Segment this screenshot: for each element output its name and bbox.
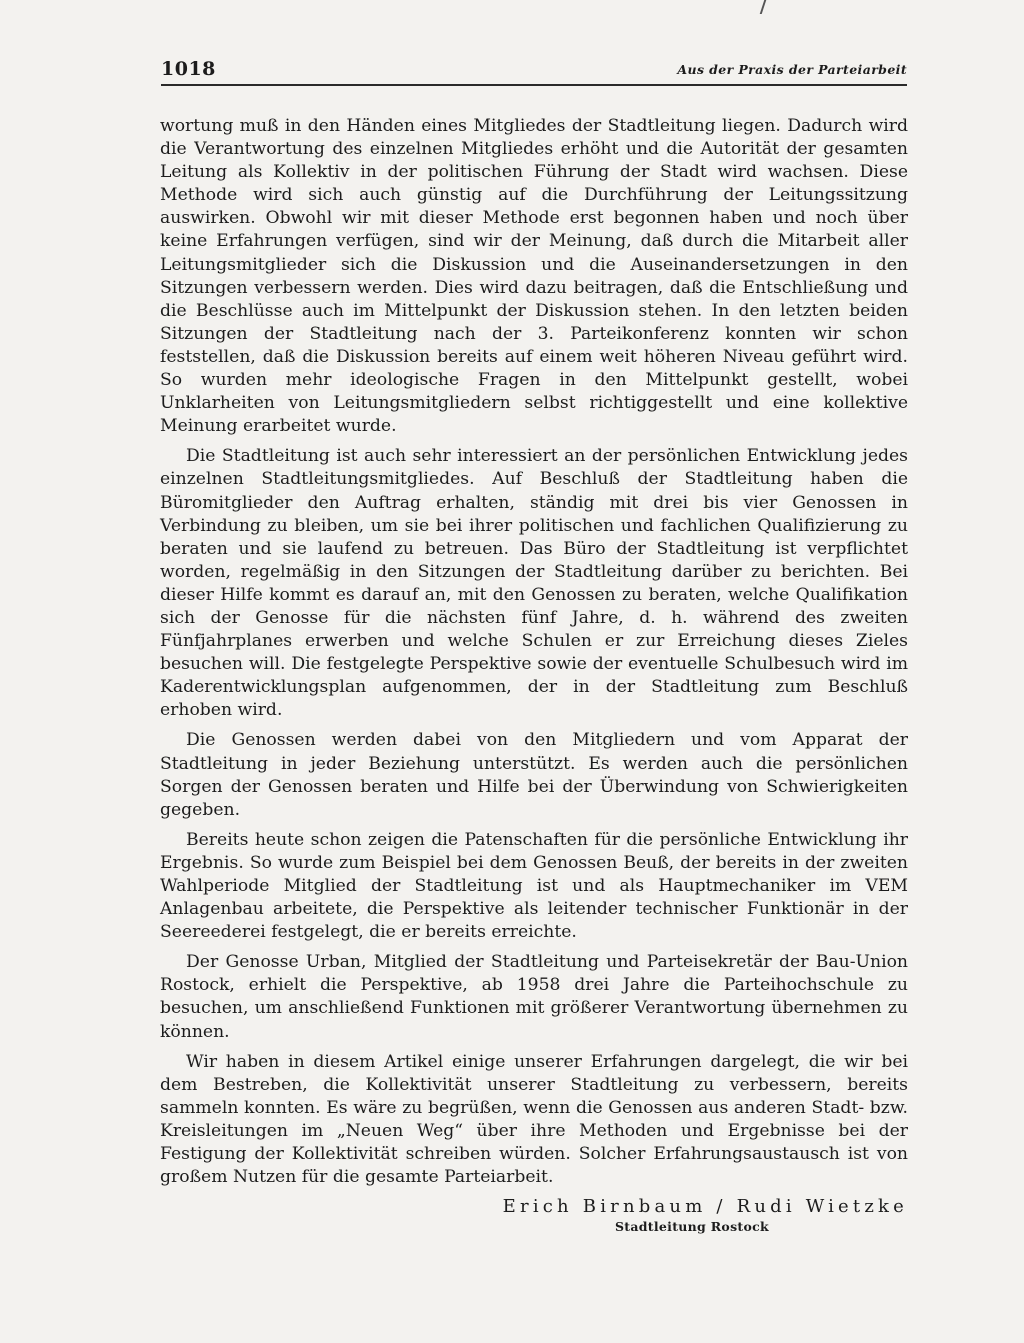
paragraph-5: Der Genosse Urban, Mitglied der Stadtleitung und Parteisekretär der Bau-Union Rostock, erhielt die Perspektive, ab 1958 drei Jahre die Parteihochschule zu besuchen, um anschließend Funktionen mit größerer Verantwortung übernehmen zu können. [160,952,908,1042]
paragraph-6: Wir haben in diesem Artikel einige unserer Erfahrungen dargelegt, die wir bei dem Bestreben, die Kollektivität unserer Stadtleitung zu verbessern, bereits sammeln konnten. Es wäre zu begrüßen, wenn die Genossen aus anderen Stadt- bzw. Kreisleitungen im „Neuen Weg“ über ihre Methoden und Ergebnisse bei der Festigung der Kollektivität schreiben würden. Solcher Erfahrungsaustausch ist von großem Nutzen für die gesamte Parteiarbeit. [160,1051,908,1188]
paragraph-2: Die Stadtleitung ist auch sehr interessiert an der persönlichen Entwicklung jedes einzelnen Stadtleitungsmitgliedes. Auf Beschluß der Stadtleitung haben die Büromitglieder den Auftrag erhalten, ständig mit drei bis vier Genossen in Verbindung zu bleiben, um sie bei ihrer politischen und fachlichen Qualifizierung zu beraten und sie laufend zu betreuen. Das Büro der Stadtleitung ist verpflichtet worden, regelmäßig in den Sitzungen der Stadtleitung darüber zu berichten. Bei dieser Hilfe kommt es darauf an, mit den Genossen zu beraten, welche Qualifikation sich der Genosse für die nächsten fünf Jahre, d. h. während des zweiten Fünfjahrplanes erwerben und welche Schulen er zur Erreichung dieses Zieles besuchen will. Die festgelegte Perspektive sowie der eventuelle Schulbesuch wird im Kaderentwicklungsplan aufgenommen, der in der Stadtleitung zum Beschluß erhoben wird. [160,446,908,721]
paragraph-4: Bereits heute schon zeigen die Patenschaften für die persönliche Entwicklung ihr Ergebnis. So wurde zum Beispiel bei dem Genossen Beuß, der bereits in der zweiten Wahlperiode Mitglied der Stadtleitung ist und als Hauptmechaniker im VEM Anlagenbau arbeitete, die Perspektive als leitender technischer Funktionär in der Seereederei festgelegt, die er bereits erreichte. [160,829,908,943]
article-body [160,115,908,1196]
author-names: Erich Birnbaum / Rudi Wietzke [502,1196,908,1217]
paragraph-1: wortung muß in den Händen eines Mitgliedes der Stadtleitung liegen. Dadurch wird die Verantwortung des einzelnen Mitgliedes erhöht und die Autorität der gesamten Leitung als Kollektiv in der politischen Führung der Stadt wird wachsen. Diese Methode wird sich auch günstig auf die Durchführung der Leitungssitzung auswirken. Obwohl wir mit dieser Methode erst begonnen haben und noch über keine Erfahrungen verfügen, sind wir der Meinung, daß durch die Mitarbeit aller Leitungsmitglieder sich die Diskussion und die Auseinandersetzungen in den Sitzungen verbessern werden. Dies wird dazu beitragen, daß die Entschließung und die Beschlüsse auch im Mittelpunkt der Diskussion stehen. In den letzten beiden Sitzungen der Stadtleitung nach der 3. Parteikonferenz konnten wir schon feststellen, daß die Diskussion bereits auf einem weit höheren Niveau geführt wird. So wurden mehr ideologische Fragen in den Mittelpunkt gestellt, wobei Unklarheiten von Leitungsmitgliedern selbst richtiggestellt und eine kollektive Meinung erarbeitet wurde. [160,116,908,437]
author-organization: Stadtleitung Rostock [614,1219,769,1234]
running-title: Aus der Praxis der Parteiarbeit [677,62,907,77]
margin-pen-mark [750,0,767,14]
paragraph-3: Die Genossen werden dabei von den Mitgliedern und vom Apparat der Stadtleitung in jeder Beziehung unterstützt. Es werden auch die persönlichen Sorgen der Genossen beraten und Hilfe bei der Überwindung von Schwierigkeiten gegeben. [160,730,908,820]
page-header [161,58,907,86]
page-number: 1018 [161,58,216,80]
